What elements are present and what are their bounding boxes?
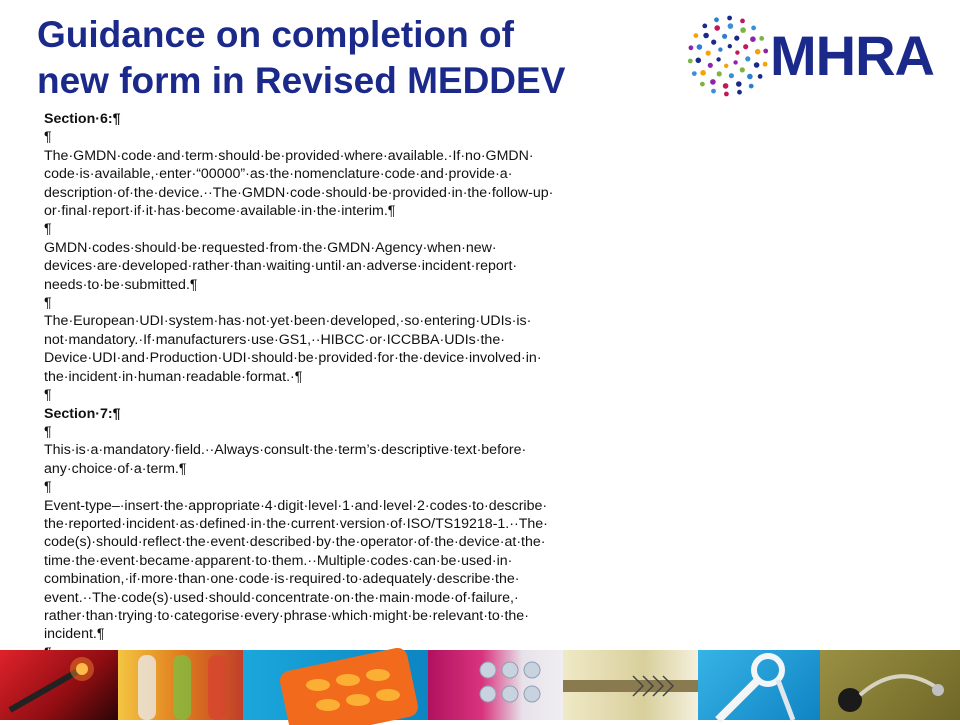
logo-dot [692, 71, 697, 76]
document-line: event.··The·code(s)·used·should·concentrate·on·the·main·mode·of·failure,· [44, 589, 519, 606]
logo-dot [708, 63, 713, 68]
logo-dot [710, 79, 716, 85]
section-heading: Section·6:¶ [44, 111, 121, 127]
document-line: time·the·event·became·apparent·to·them.··Multiple·codes·can·be·used·in· [44, 552, 513, 569]
logo-dot [716, 57, 720, 61]
logo-dot [723, 83, 729, 89]
logo-dot [706, 51, 711, 56]
logo-dot [743, 44, 748, 49]
logo-dot [736, 81, 742, 87]
logo-dot [763, 49, 768, 54]
logo-dot [758, 74, 763, 79]
document-line: ¶ [44, 129, 52, 146]
logo-dot [740, 67, 745, 72]
slide-title [37, 12, 677, 104]
document-line: Device·UDI·and·Production·UDI·should·be·provided·for·the·device·involved·in· [44, 350, 542, 367]
logo-dot [740, 19, 745, 24]
document-line: any·choice·of·a·term.¶ [44, 460, 187, 477]
stent-photo [563, 650, 698, 720]
logo-dot [754, 62, 760, 68]
mhra-logo-text: MHRA [770, 24, 934, 87]
document-line: rather·than·trying·to·categorise·every·phrase·which·might·be·relevant·to·the· [44, 607, 529, 624]
logo-dot [751, 26, 756, 31]
document-line: description·of·the·device.··The·GMDN·code·should·be·provided·in·the·follow-up· [44, 184, 554, 201]
logo-dot [688, 59, 693, 64]
logo-dot [745, 56, 750, 61]
logo-dot [734, 36, 739, 41]
document-line: ¶ [44, 423, 52, 440]
logo-dot [724, 64, 728, 68]
document-line: combination,·if·more·than·one·code·is·required·to·adequately·describe·the· [44, 571, 520, 588]
document-line: code(s)·should·reflect·the·event·described·by·the·operator·of·the·device·at·the· [44, 534, 546, 551]
document-line: code·is·available,·enter·“00000”·as·the·nomenclature·code·and·provide·a· [44, 166, 513, 183]
logo-dot [689, 45, 694, 50]
logo-dot [702, 24, 707, 29]
blister-pack-photo [428, 650, 563, 720]
logo-dot [755, 49, 761, 55]
logo-dot [714, 17, 719, 22]
logo-dot [750, 36, 756, 42]
logo-dot [747, 74, 753, 80]
photo-strip [0, 650, 960, 720]
slide-title-line2: new form in Revised MEDDEV [37, 60, 566, 101]
logo-dot [700, 82, 705, 87]
logo-dot [724, 92, 729, 97]
document-line: This·is·a·mandatory·field.··Always·consult·the·term’s·descriptive·text·before· [44, 442, 527, 459]
document-line: the·incident·in·human·readable·format.·¶ [44, 368, 303, 385]
document-line: ¶ [44, 221, 52, 238]
document-line: The·GMDN·code·and·term·should·be·provided·where·available.·If·no·GMDN· [44, 147, 534, 164]
stethoscope-photo [820, 650, 960, 720]
logo-dot [727, 16, 732, 21]
mhra-dots-icon [688, 16, 768, 96]
logo-dot [759, 36, 764, 41]
logo-dot [696, 58, 702, 64]
logo-dot [711, 40, 716, 45]
document-line: Event-type–·insert·the·appropriate·4·digit·level·1·and·level·2·codes·to·describe· [44, 497, 548, 514]
slide-title-line1: Guidance on completion of [37, 14, 514, 55]
logo-dot [740, 27, 746, 33]
scissors-clamp-photo [698, 650, 820, 720]
logo-dot [728, 23, 734, 29]
logo-dot [728, 44, 732, 48]
logo-dot [718, 47, 722, 51]
document-line: the·reported·incident·as·defined·in·the·current·version·of·ISO/TS19218-1.··The· [44, 515, 548, 532]
logo-dot [700, 70, 706, 76]
logo-dot [763, 62, 768, 67]
document-body [44, 110, 614, 650]
logo-dot [711, 89, 716, 94]
logo-dot [735, 50, 739, 54]
logo-dot [722, 34, 727, 39]
document-line: ¶ [44, 387, 52, 404]
logo-dot [737, 90, 742, 95]
logo-dot [697, 44, 703, 50]
logo-dot [717, 71, 722, 76]
logo-dot [694, 33, 699, 38]
document-line: ¶ [44, 479, 52, 496]
test-tubes-photo [118, 650, 243, 720]
pill-capsules-photo [243, 650, 428, 720]
document-line: needs·to·be·submitted.¶ [44, 276, 198, 293]
logo-dot [749, 84, 754, 89]
mhra-logo [688, 16, 938, 96]
document-line: The·European·UDI·system·has·not·yet·been·developed,·so·entering·UDIs·is· [44, 313, 532, 330]
logo-dot [703, 33, 709, 39]
logo-dot [729, 73, 734, 78]
document-line: devices·are·developed·rather·than·waiting·until·an·adverse·incident·report· [44, 258, 518, 275]
document-line: not·mandatory.·If·manufacturers·use·GS1,··HIBCC·or·ICCBBA·UDIs·the· [44, 331, 505, 348]
document-line: GMDN·codes·should·be·requested·from·the·GMDN·Agency·when·new· [44, 239, 497, 256]
document-line: ¶ [44, 295, 52, 312]
logo-dot [714, 25, 720, 31]
document-line: or·final·report·if·it·has·become·available·in·the·interim.¶ [44, 203, 396, 220]
document-line: incident.¶ [44, 626, 105, 643]
section-heading: Section·7:¶ [44, 405, 121, 422]
medical-laser-photo [0, 650, 118, 720]
logo-dot [733, 60, 737, 64]
